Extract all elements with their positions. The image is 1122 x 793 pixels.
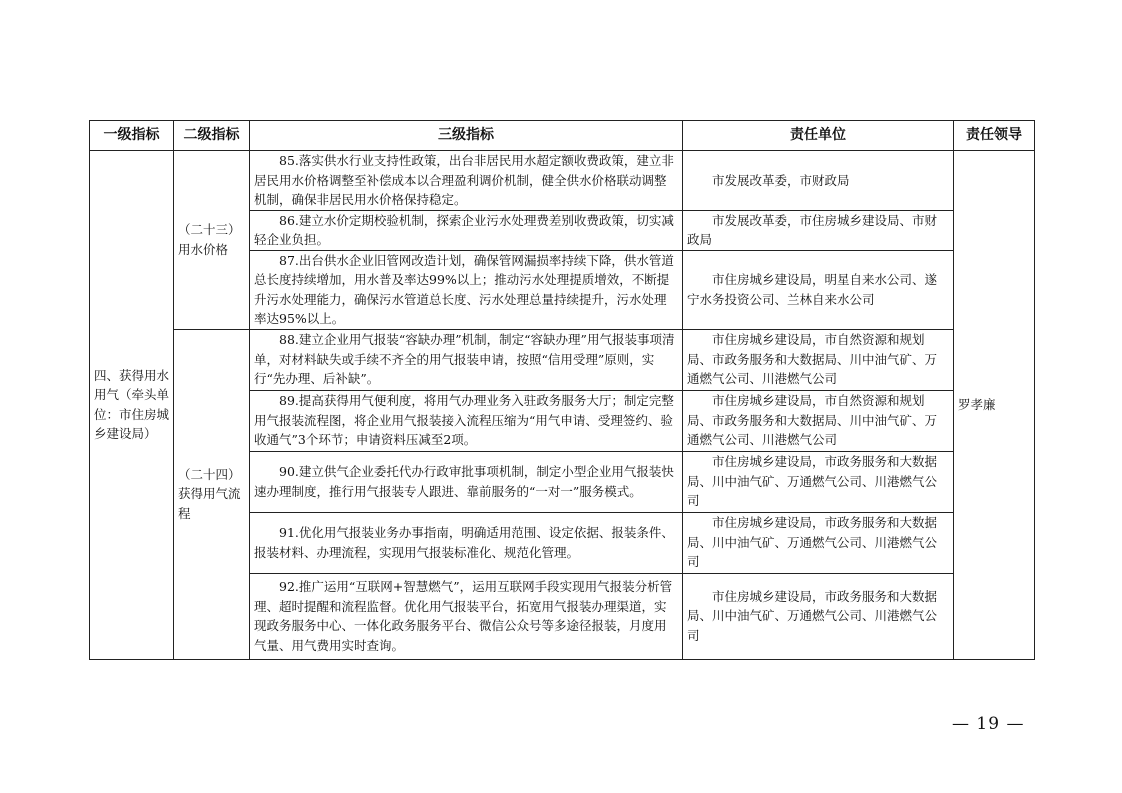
leader-cell: 罗孝廉 <box>954 151 1035 660</box>
unit-cell: 市住房城乡建设局，市自然资源和规划局、市政务服务和大数据局、川中油气矿、万通燃气公司、川港燃气公司 <box>683 390 954 451</box>
header-level2: 二级指标 <box>174 121 250 151</box>
task-cell: 88.建立企业用气报装“容缺办理”机制，制定“容缺办理”用气报装事项清单，对材料缺失或手续不齐全的用气报装申请，按照“信用受理”原则，实行“先办理、后补缺”。 <box>250 329 683 390</box>
table-row <box>90 151 1035 211</box>
header-responsible-unit: 责任单位 <box>683 121 954 151</box>
unit-cell: 市住房城乡建设局，市政务服务和大数据局、川中油气矿、万通燃气公司、川港燃气公司 <box>683 512 954 573</box>
table-row <box>90 329 1035 390</box>
indicator-table <box>89 120 1035 660</box>
level2-cell: （二十四）获得用气流程 <box>174 329 250 659</box>
unit-cell: 市住房城乡建设局，市自然资源和规划局、市政务服务和大数据局、川中油气矿、万通燃气公司、川港燃气公司 <box>683 329 954 390</box>
unit-cell: 市住房城乡建设局，明星自来水公司、遂宁水务投资公司、兰林自来水公司 <box>683 250 954 329</box>
unit-cell: 市发展改革委，市住房城乡建设局、市财政局 <box>683 210 954 250</box>
task-cell: 89.提高获得用气便利度，将用气办理业务入驻政务服务大厅；制定完整用气报装流程图，将企业用气报装接入流程压缩为“用气申请、受理签约、验收通气”3个环节；申请资料压减至2项。 <box>250 390 683 451</box>
task-cell: 85.落实供水行业支持性政策，出台非居民用水超定额收费政策，建立非居民用水价格调整至补偿成本以合理盈利调价机制，健全供水价格联动调整机制，确保非居民用水价格保持稳定。 <box>250 151 683 211</box>
unit-cell: 市住房城乡建设局，市政务服务和大数据局、川中油气矿、万通燃气公司、川港燃气公司 <box>683 451 954 512</box>
unit-cell: 市发展改革委，市财政局 <box>683 151 954 211</box>
task-cell: 92.推广运用“互联网+智慧燃气”，运用互联网手段实现用气报装分析管理、超时提醒和流程监督。优化用气报装平台，拓宽用气报装办理渠道，实现政务服务中心、一体化政务服务平台、微信公众号等多途径报装，月度用气量、用气费用实时查询。 <box>250 573 683 659</box>
unit-cell: 市住房城乡建设局，市政务服务和大数据局、川中油气矿、万通燃气公司、川港燃气公司 <box>683 573 954 659</box>
task-cell: 87.出台供水企业旧管网改造计划，确保管网漏损率持续下降，供水管道总长度持续增加，用水普及率达99%以上；推动污水处理提质增效，不断提升污水处理能力，确保污水管道总长度、污水处理总量持续提升，污水处理率达95%以上。 <box>250 250 683 329</box>
header-responsible-leader: 责任领导 <box>954 121 1035 151</box>
task-cell: 90.建立供气企业委托代办行政审批事项机制，制定小型企业用气报装快速办理制度，推行用气报装专人跟进、靠前服务的“一对一”服务模式。 <box>250 451 683 512</box>
header-level1: 一级指标 <box>90 121 174 151</box>
level1-cell: 四、获得用水用气（牵头单位：市住房城乡建设局） <box>90 151 174 660</box>
table-header-row <box>90 121 1035 151</box>
page-number: — 19 — <box>952 714 1025 734</box>
task-cell: 86.建立水价定期校验机制，探索企业污水处理费差别收费政策，切实减轻企业负担。 <box>250 210 683 250</box>
level2-cell: （二十三）用水价格 <box>174 151 250 330</box>
header-level3: 三级指标 <box>250 121 683 151</box>
task-cell: 91.优化用气报装业务办事指南，明确适用范围、设定依据、报装条件、报装材料、办理流程，实现用气报装标准化、规范化管理。 <box>250 512 683 573</box>
